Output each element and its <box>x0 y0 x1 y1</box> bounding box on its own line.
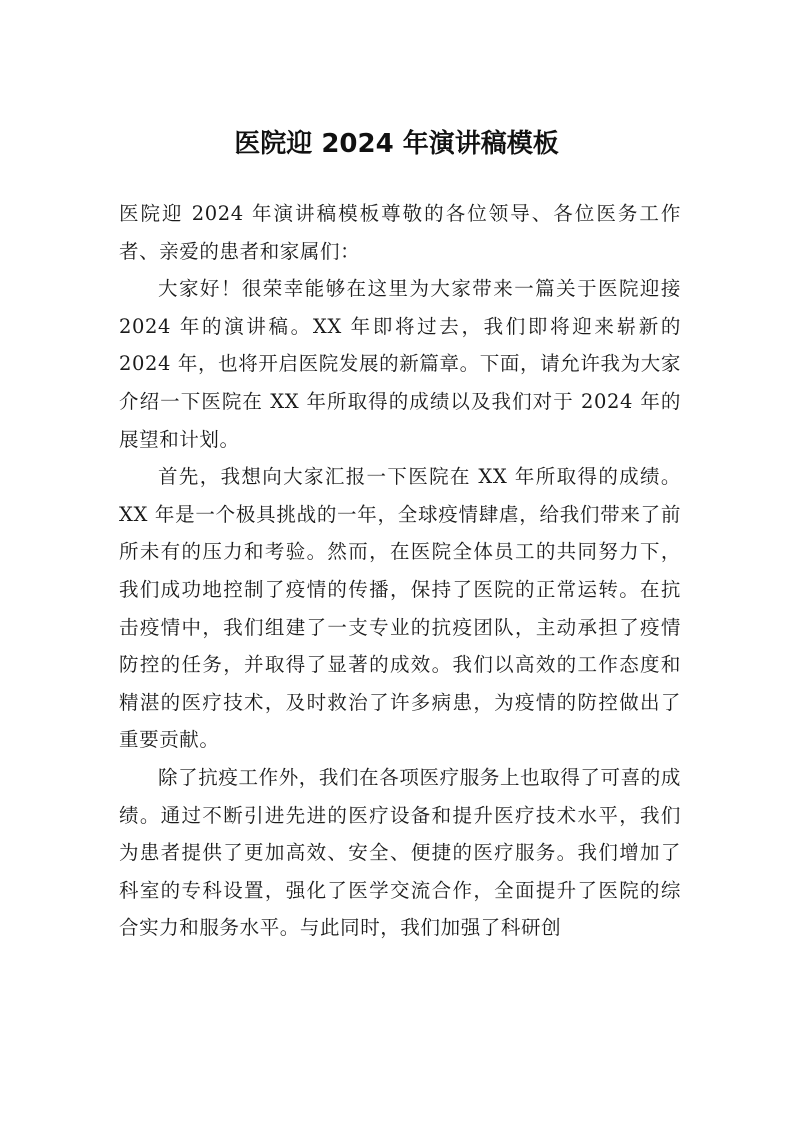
paragraph-achievements: 首先，我想向大家汇报一下医院在 XX 年所取得的成绩。XX 年是一个极具挑战的一年，全球疫情肆虐，给我们带来了前所未有的压力和考验。然而，在医院全体员工的共同努力下，我们成功地控制了疫情的传播，保持了医院的正常运转。在抗击疫情中，我们组建了一支专业的抗疫团队，主动承担了疫情防控的任务，并取得了显著的成效。我们以高效的工作态度和精湛的医疗技术，及时救治了许多病患，为疫情的防控做出了重要贡献。 <box>119 465 681 752</box>
paragraph-greeting: 医院迎 2024 年演讲稿模板尊敬的各位领导、各位医务工作者、亲爱的患者和家属们： <box>119 202 681 263</box>
document-body <box>119 195 681 947</box>
paragraph-introduction: 大家好！很荣幸能够在这里为大家带来一篇关于医院迎接 2024 年的演讲稿。XX 年即将过去，我们即将迎来崭新的 2024 年，也将开启医院发展的新篇章。下面，请允许我为大家介绍一下医院在 XX 年所取得的成绩以及我们对于 2024 年的展望和计划。 <box>119 277 681 451</box>
paragraph-medical-services: 除了抗疫工作外，我们在各项医疗服务上也取得了可喜的成绩。通过不断引进先进的医疗设备和提升医疗技术水平，我们为患者提供了更加高效、安全、便捷的医疗服务。我们增加了科室的专科设置，强化了医学交流合作，全面提升了医院的综合实力和服务水平。与此同时，我们加强了科研创 <box>119 765 681 940</box>
page-title: 医院迎 2024 年演讲稿模板 <box>234 129 559 159</box>
